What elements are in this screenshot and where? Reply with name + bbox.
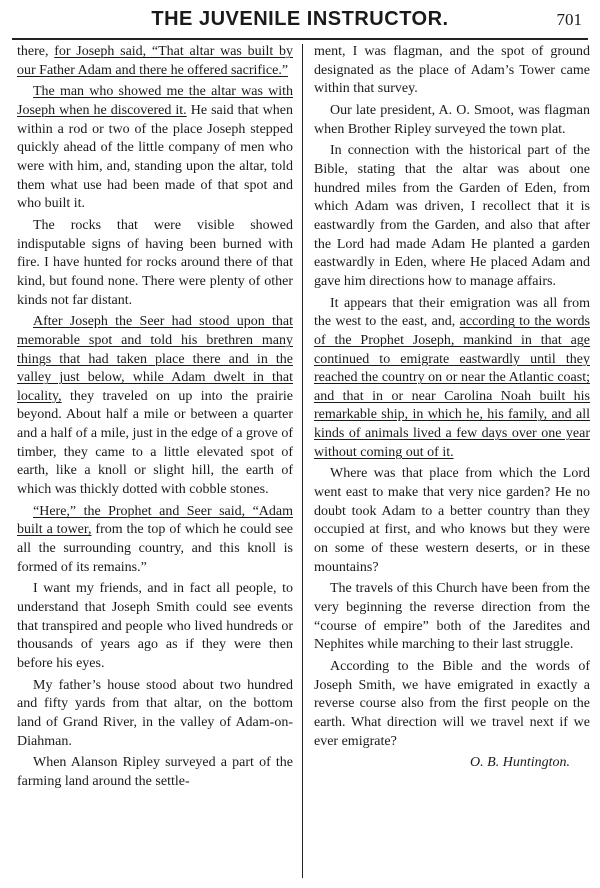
text-run: from the top of which he could see all the surrounding country, and this knoll is formed of its remains.” [17,522,294,575]
paragraph [17,503,293,578]
author-signature: O. B. Huntington. [470,755,570,771]
paragraph: My father’s house stood about two hundred and fifty yards from that altar, on the bottom land of Grand River, in the valley of Adam-on-Diahman. [17,677,293,749]
underlined-text: according to the words of the Prophet Joseph, mankind in that age continued to emigrate eastwardly until they reached the country on or near the Atlantic coast; and that in or near Carolina Noah built his remarkable ship, in which he, his family, and all kinds of animals lived a few days over one year without coming out of it. [314,314,590,460]
paragraph: Where was that place from which the Lord went east to make that very nice garden? He no doubt took Adam to a better country than they occupied at first, and who knows but they were on some of these western deserts, or in these mountains? [314,466,590,575]
paragraph: The rocks that were visible showed indisputable signs of having been burned with fire. I have hunted for rocks around there of that kind, but found none. There were plenty of other kinds not far distant. [17,217,293,308]
paragraph: ment, I was flagman, and the spot of ground designated as the place of Adam’s Tower came within that survey. [314,44,590,97]
page-number: 701 [556,10,582,29]
paragraph [17,313,293,500]
underlined-text: for Joseph said, “That altar was built by our Father Adam and there he offered sacrifice.” [17,44,293,78]
paragraph [17,83,293,214]
right-column [314,43,590,773]
text-run: there, [17,44,55,59]
paragraph: According to the Bible and the words of Joseph Smith, we have emigrated in exactly a reverse course also from the first people on the earth. What direction will we travel next if we ever emigrate? [314,659,590,749]
paragraph: When Alanson Ripley surveyed a part of the farming land around the settle- [17,755,293,789]
paragraph [17,43,293,80]
underlined-text: The man who showed me the altar was with Joseph when he discovered it. [17,84,293,118]
paragraph: In connection with the historical part of the Bible, stating that the altar was about one hundred miles from the Garden of Eden, from which Adam was driven, I recollect that it is eastwardly from the Garden, and also that after the Lord had made Adam He planted a garden eastwardly in Eden, where He placed Adam and gave him directions how to manage affairs. [314,143,590,289]
underlined-text: “Here,” the Prophet and Seer said, “Adam built a tower, [17,503,293,538]
page-header-title: THE JUVENILE INSTRUCTOR. [151,8,449,30]
paragraph: Our late president, A. O. Smoot, was flagman when Brother Ripley surveyed the town plat. [314,102,590,137]
text-run: they traveled on up into the prairie beyond. About half a mile or between a quarter and a half of a mile, just in the edge of a grove of timber, they came to a little elevated spot of earth, like a knoll or slight hill, the earth of which was thickly dotted with cobble stones. [17,388,294,498]
paragraph: I want my friends, and in fact all people, to understand that Joseph Smith could see events that transpired and people who lived hundreds or thousands of years ago as if they were then before his eyes. [17,581,293,671]
paragraph: The travels of this Church have been from the very beginning the reverse direction from the “course of empire” both of the Jaredites and Nephites while marching to their last struggle. [314,581,590,653]
column-divider [302,44,303,878]
text-run: He said that when within a rod or two of the place Joseph stepped quickly ahead of the little company of men who were with him, and, standing upon the altar, told them what use had been made of that spot and who built it. [17,102,293,212]
left-column [17,43,293,792]
underlined-text: After Joseph the Seer had stood upon that memorable spot and told his brethren many things that had taken place there and in the valley just below, while Adam dwelt in that locality, [17,314,293,404]
paragraph [314,295,590,463]
header-rule [12,38,588,40]
text-run: It appears that their emigration was all from the west to the east, and, [314,295,590,330]
